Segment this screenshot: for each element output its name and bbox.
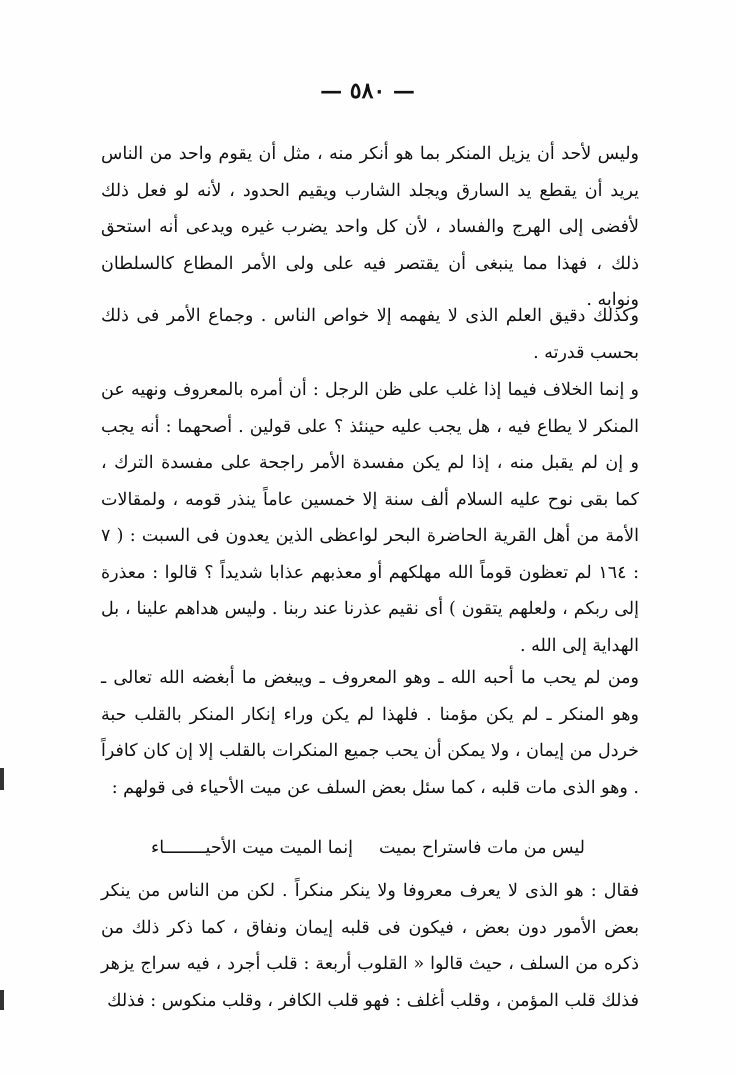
paragraph-5 <box>101 873 639 1019</box>
scan-edge-mark <box>0 768 4 790</box>
paragraph-text: وليس لأحد أن يزيل المنكر بما هو أنكر منه ، مثل أن يقوم واحد من الناس يريد أن يقطع يد السارق ويجلد الشارب ويقيم الحدود ، لأنه لو فعل ذلك لأفضى إلى الهرج والفساد ، لأن كل واحد يضرب غيره ويدعى أنه استحق ذلك ، فهذا مما ينبغى أن يقتصر فيه على ولى الأمر المطاع كالسلطان ونوابه . <box>101 144 639 310</box>
verse-first-hemistich: ليس من مات فاستراح بميت <box>379 838 585 858</box>
paragraph-text: و إنما الخلاف فيما إذا غلب على ظن الرجل : أن أمره بالمعروف ونهيه عن المنكر لا يطاع فيه ، هل يجب عليه حينئذ ؟ على قولين . أصحهما : أنه يجب و إن لم يقبل منه ، إذا لم يكن مفسدة الأمر راجحة على مفسدة الترك ، كما بقى نوح عليه السلام ألف سنة إلا خمسين عاماً ينذر قومه ، ولمقالات الأمة من أهل القرية الحاضرة البحر لواعظى الذين يعدون فى السبت : ( ٧ : ١٦٤ لم تعظون قوماً الله مهلكهم أو معذبهم عذابا شديداً ؟ قالوا : معذرة إلى ربكم ، ولعلهم يتقون ) أى نقيم عذرنا عند ربنا . وليس هداهم علينا ، بل الهداية إلى الله . <box>101 380 639 656</box>
scan-edge-mark <box>0 990 4 1010</box>
paragraph-text: فقال : هو الذى لا يعرف معروفا ولا ينكر منكراً . لكن من الناس من ينكر بعض الأمور دون بعض ، فيكون فى قلبه إيمان ونفاق ، كما ذكر ذلك من ذكره من السلف ، حيث قالوا « القلوب أربعة : قلب أجرد ، فيه سراج يزهر فذلك قلب المؤمن ، وقلب أغلف : فهو قلب الكافر ، وقلب منكوس : فذلك <box>101 881 639 1011</box>
paragraph-2 <box>101 298 639 371</box>
page-number: — ٥٨٠ — <box>320 78 415 104</box>
verse-second-hemistich: إنما الميت ميت الأحيــــــــاء <box>150 838 353 858</box>
paragraph-text: وكذلك دقيق العلم الذى لا يفهمه إلا خواص الناس . وجماع الأمر فى ذلك بحسب قدرته . <box>101 306 639 363</box>
paragraph-1 <box>101 136 639 319</box>
paragraph-3 <box>101 372 639 664</box>
paragraph-4 <box>101 660 639 806</box>
paragraph-text: ومن لم يحب ما أحبه الله ـ وهو المعروف ـ ويبغض ما أبغضه الله تعالى ـ وهو المنكر ـ لم يكن مؤمنا . فلهذا لم يكن وراء إنكار المنكر بالقلب حبة خردل من إيمان ، ولا يمكن أن يحب جميع المنكرات بالقلب إلا إن كان كافراً . وهو الذى مات قلبه ، كما سئل بعض السلف عن ميت الأحياء فى قولهم : <box>101 668 639 798</box>
